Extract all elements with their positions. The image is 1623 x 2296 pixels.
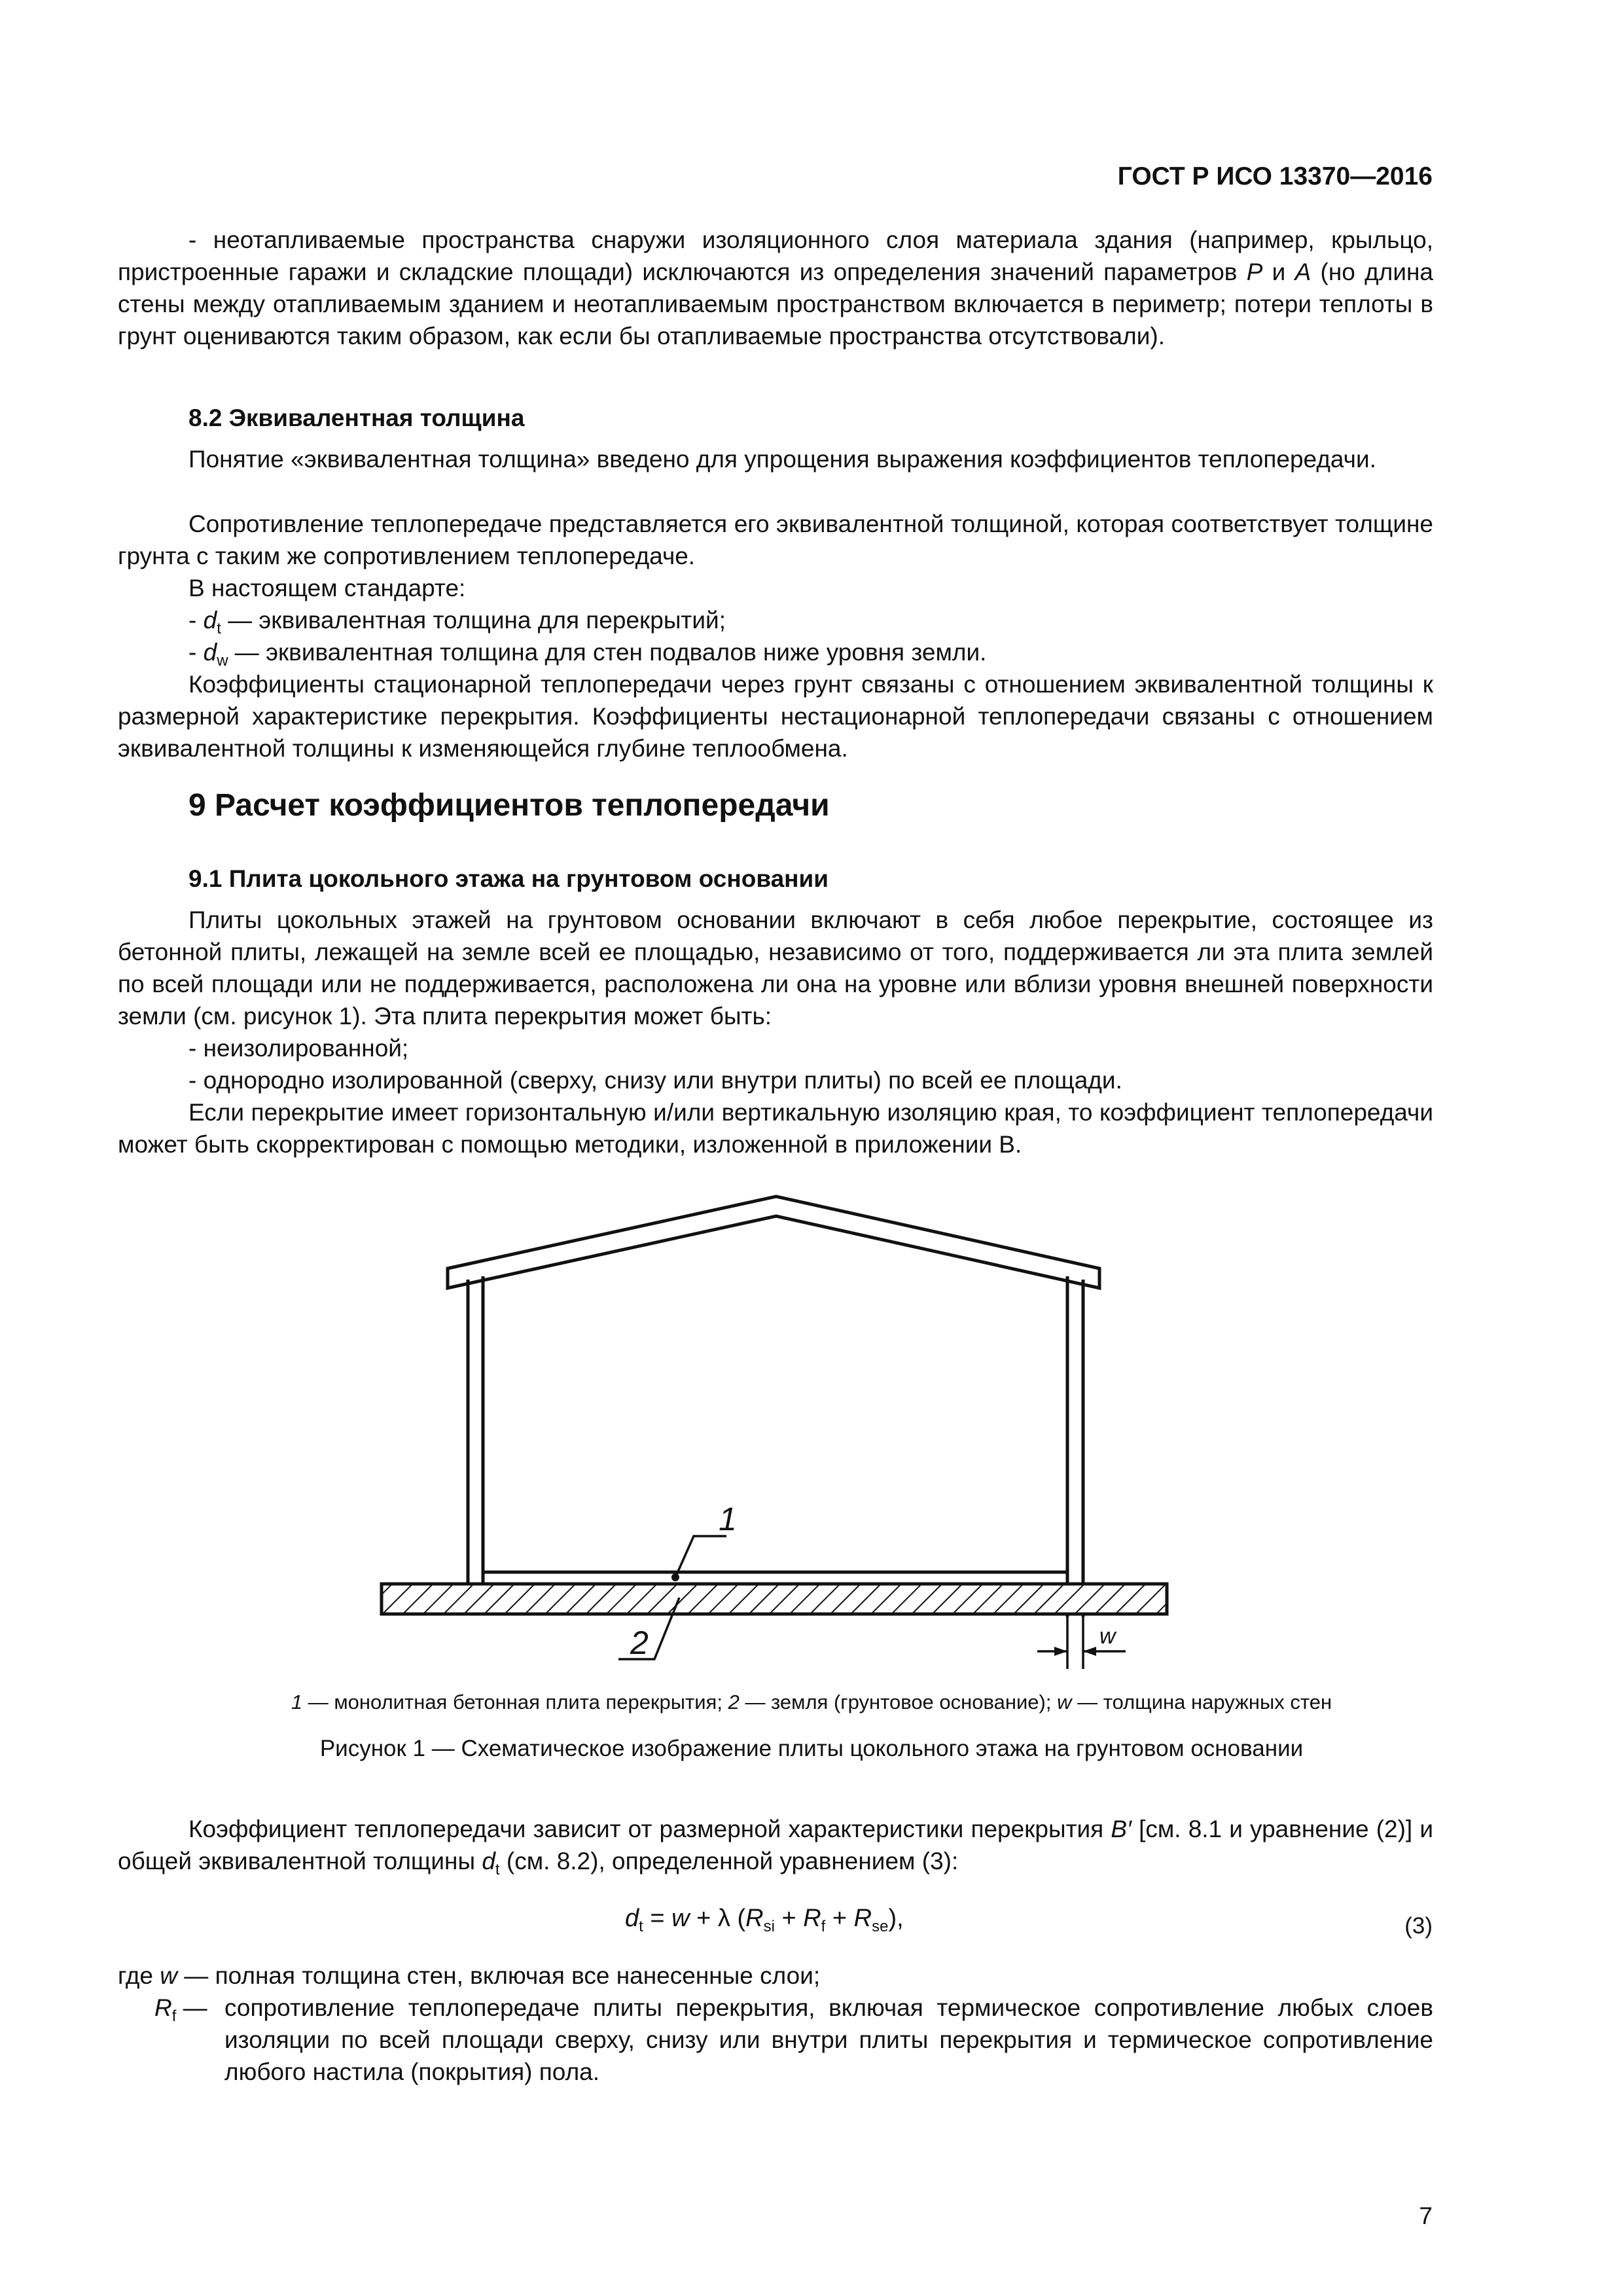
param-a: A xyxy=(1294,259,1311,285)
figure-caption: Рисунок 1 — Схематическое изображение плиты цокольного этажа на грунтовом основании xyxy=(319,1736,1304,1761)
after-text-a: Коэффициент теплопередачи зависит от размерной характеристики перекрытия xyxy=(188,1816,1111,1842)
dt-subscript: t xyxy=(217,620,221,637)
where-rf-definition: сопротивление теплопередаче плиты перекрытия, включая термическое сопротивление любых слоев изоляции по всей площади сверху, снизу или внутри плиты перекрытия и термическое сопротивление любого настила (покрытия) пола. xyxy=(224,1994,1433,2085)
ground-hatched xyxy=(382,1584,1167,1614)
dw-prefix: - xyxy=(188,639,204,666)
after-text-c: [см. 8.1 и уравнение (2)] и общей эквивалентной толщины xyxy=(118,1816,1433,1874)
s82-paragraph-2: Сопротивление теплопередаче представляется его эквивалентной толщиной, которая соответствует толщине грунта с таким же сопротивлением теплопередаче. xyxy=(118,511,1433,569)
eq-equals: = xyxy=(643,1905,672,1932)
figure-legend xyxy=(0,1691,1623,1714)
eq-plus-2: + xyxy=(825,1905,854,1932)
right-wall xyxy=(1067,1276,1083,1617)
eq-r2: R xyxy=(803,1905,821,1932)
roof xyxy=(448,1196,1099,1288)
eq-d-sub: t xyxy=(639,1918,643,1935)
where-w-symbol: w xyxy=(160,1962,178,1989)
rf-dash: — xyxy=(176,1994,207,2021)
param-p: P xyxy=(1246,259,1263,285)
intro-text: - неотапливаемые пространства снаружи изоляционного слоя материала здания (например, крыльцо, пристроенные гаражи и складские площади) исключаются из определения значений параметров xyxy=(118,226,1433,285)
equation-number: (3) xyxy=(1404,1913,1433,1939)
where-word: где xyxy=(118,1962,160,1989)
eq-w: w xyxy=(671,1905,690,1932)
eq-r1-sub: si xyxy=(763,1918,775,1935)
legend-num-2: 2 xyxy=(728,1691,740,1713)
dw-subscript: w xyxy=(217,652,228,670)
s82-paragraph-4: Коэффициенты стационарной теплопередачи через грунт связаны с отношением эквивалентной толщины к размерной характеристике перекрытия. Коэффициенты нестационарной теплопередачи связаны с отношением эквивалентной толщины к изменяющейся глубине теплообмена. xyxy=(118,671,1433,762)
legend-text-2: — земля (грунтовое основание); xyxy=(739,1691,1058,1713)
after-text-e: (см. 8.2), определенной уравнением (3): xyxy=(499,1848,959,1874)
after-figure-paragraph xyxy=(118,1813,1433,1877)
figure-label-1: 1 xyxy=(719,1501,737,1537)
figure-label-2: 2 xyxy=(630,1624,649,1661)
eq-d: d xyxy=(625,1905,639,1932)
equation-3 xyxy=(625,1905,904,1933)
eq-r3: R xyxy=(853,1905,872,1932)
where-w xyxy=(118,1960,820,1992)
dt-prefix: - xyxy=(188,607,204,634)
legend-num-1: 1 xyxy=(291,1691,303,1713)
symbol-dt: d xyxy=(482,1848,495,1874)
legend-sym-w: w xyxy=(1057,1691,1072,1713)
s82-paragraph-3: В настоящем стандарте: xyxy=(188,575,466,601)
symbol-dt-subscript: t xyxy=(495,1861,500,1878)
eq-r3-sub: se xyxy=(872,1918,889,1935)
eq-close: ), xyxy=(888,1905,904,1932)
dt-symbol: d xyxy=(203,607,217,634)
figure-label-w: w xyxy=(1099,1624,1116,1649)
left-wall xyxy=(468,1276,483,1584)
section-9-1-heading: 9.1 Плита цокольного этажа на грунтовом основании xyxy=(188,865,829,892)
dt-text: — эквивалентная толщина для перекрытий; xyxy=(221,607,726,634)
where-rf-symbol xyxy=(154,1992,207,2024)
eq-r1: R xyxy=(745,1905,764,1932)
floor-slab xyxy=(483,1572,1067,1584)
intro-rest: (но длина стены между отапливаемым зданием и неотапливаемым пространством включается в периметр; потери теплоты в грунт оцениваются таким образом, как если бы отапливаемые пространства отсутствовали). xyxy=(118,259,1433,350)
eq-r2-sub: f xyxy=(821,1918,826,1935)
page-header: ГОСТ Р ИСО 13370—2016 xyxy=(1117,162,1433,190)
rf-symbol: R xyxy=(154,1994,172,2021)
s91-bullet-1: - неизолированной; xyxy=(188,1035,409,1062)
dw-symbol: d xyxy=(203,639,217,666)
s91-paragraph-1: Плиты цокольных этажей на грунтовом основании включают в себя любое перекрытие, состоящее из бетонной плиты, лежащей на земле всей ее площадью, независимо от того, поддерживается ли эта плита землей по всей площади или не поддерживается, расположена ли она на уровне или вблизи уровня внешней поверхности земли (см. рисунок 1). Эта плита перекрытия может быть: xyxy=(118,906,1433,1030)
where-w-text: — полная толщина стен, включая все нанесенные слои; xyxy=(177,1962,821,1989)
s82-paragraph-1: Понятие «эквивалентная толщина» введено для упрощения выражения коэффициентов теплопередачи. xyxy=(188,446,1376,473)
legend-text-1: — монолитная бетонная плита перекрытия; xyxy=(302,1691,728,1713)
eq-lambda: + λ ( xyxy=(689,1905,746,1932)
rf-subscript: f xyxy=(171,2007,177,2025)
eq-plus-1: + xyxy=(774,1905,804,1932)
s91-bullet-2: - однородно изолированной (сверху, снизу или внутри плиты) по всей ее площади. xyxy=(188,1067,1122,1094)
section-9-heading: 9 Расчет коэффициентов теплопередачи xyxy=(188,788,830,823)
page-number: 7 xyxy=(1419,2202,1433,2229)
dw-text: — эквивалентная толщина для стен подвалов ниже уровня земли. xyxy=(228,639,987,666)
legend-text-w: — толщина наружных стен xyxy=(1071,1691,1332,1713)
symbol-b-prime: B′ xyxy=(1111,1816,1132,1842)
s91-paragraph-2: Если перекрытие имеет горизонтальную и/или вертикальную изоляцию края, то коэффициент теплопередачи может быть скорректирован с помощью методики, изложенной в приложении В. xyxy=(118,1099,1433,1158)
intro-and: и xyxy=(1262,259,1295,285)
section-8-2-heading: 8.2 Эквивалентная толщина xyxy=(188,404,525,431)
